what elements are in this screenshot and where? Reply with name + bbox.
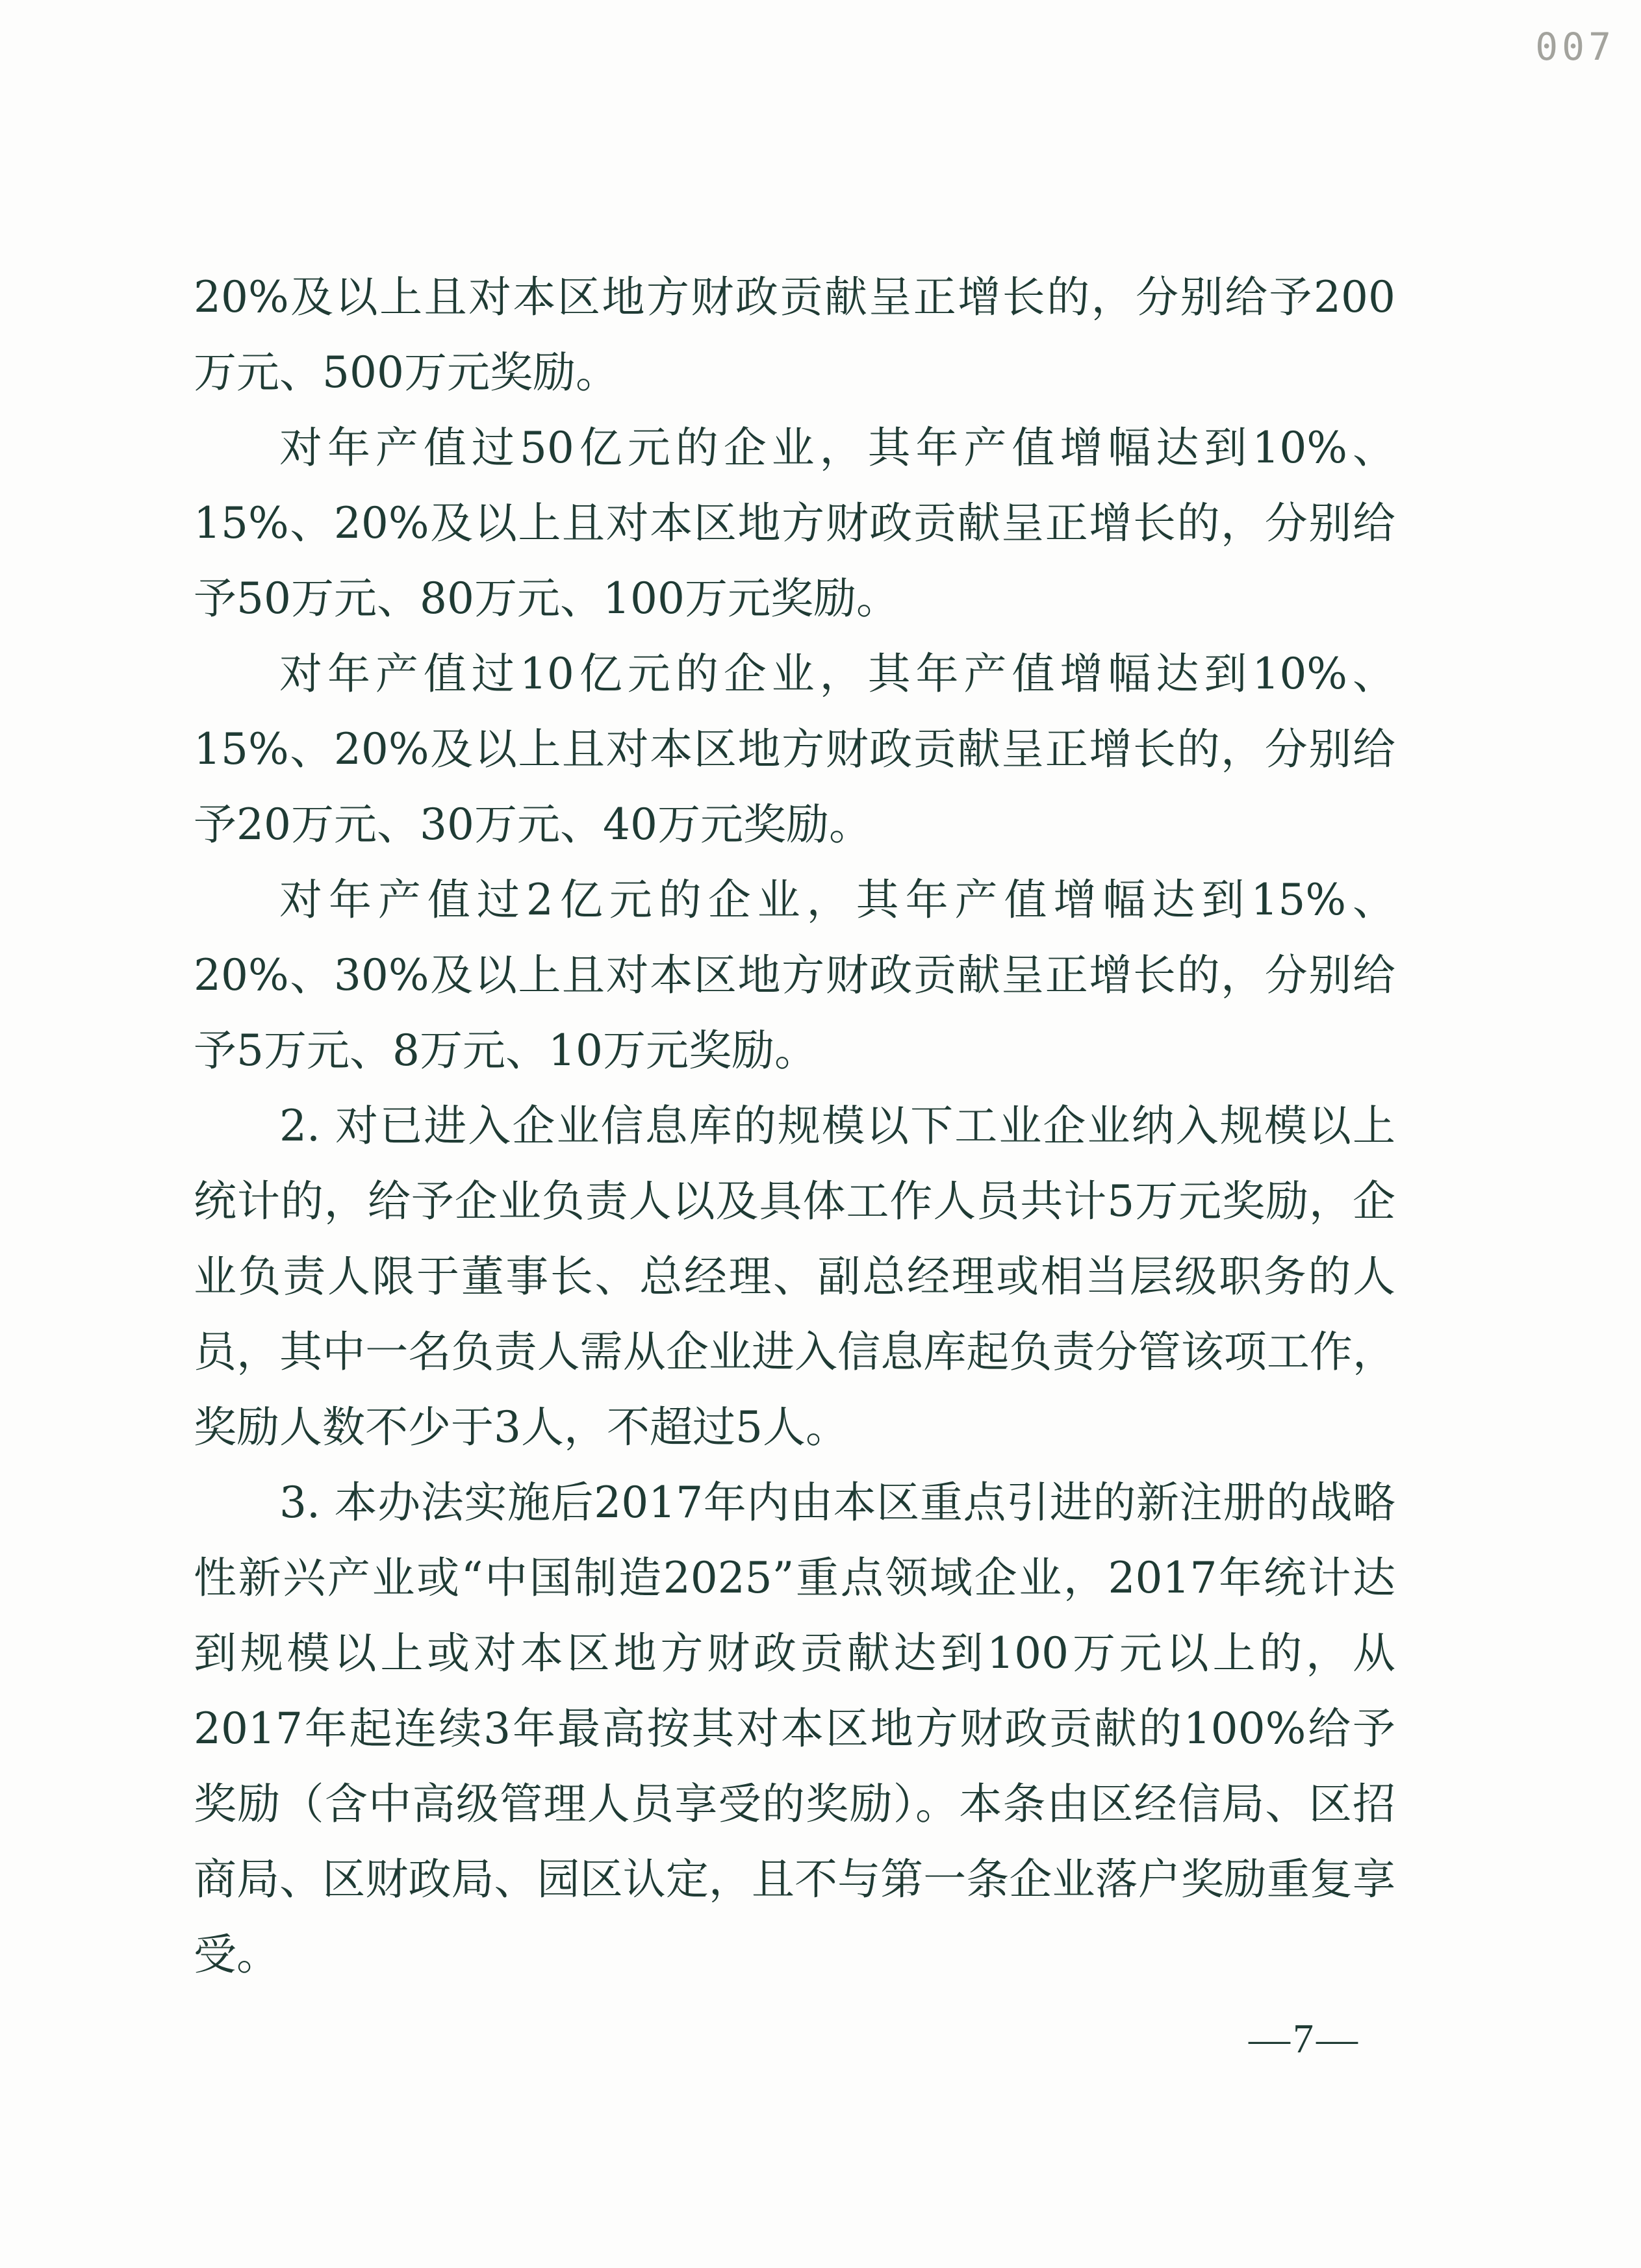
paragraph-4: 对年产值过2亿元的企业，其年产值增幅达到15%、20%、30%及以上且对本区地方财政贡献呈正增长的，分别给予5万元、8万元、10万元奖励。 [194,875,1395,1076]
paragraph-3: 对年产值过10亿元的企业，其年产值增幅达到10%、15%、20%及以上且对本区地方财政贡献呈正增长的，分别给予20万元、30万元、40万元奖励。 [194,649,1395,850]
paragraph-6: 3. 本办法实施后2017年内由本区重点引进的新注册的战略性新兴产业或“中国制造2025”重点领域企业，2017年统计达到规模以上或对本区地方财政贡献达到100万元以上的，从2017年起连续3年最高按其对本区地方财政贡献的100%给予奖励（含中高级管理人员享受的奖励）。本条由区经信局、区招商局、区财政局、园区认定，且不与第一条企业落户奖励重复享受。 [194,1478,1395,1980]
page-number: —7— [1249,2015,1360,2061]
page-stamp: 007 [1535,25,1615,69]
paragraph-5: 2. 对已进入企业信息库的规模以下工业企业纳入规模以上统计的，给予企业负责人以及具体工作人员共计5万元奖励，企业负责人限于董事长、总经理、副总经理或相当层级职务的人员，其中一名负责人需从企业进入信息库起负责分管该项工作，奖励人数不少于3人，不超过5人。 [194,1101,1395,1452]
paragraph-2: 对年产值过50亿元的企业，其年产值增幅达到10%、15%、20%及以上且对本区地方财政贡献呈正增长的，分别给予50万元、80万元、100万元奖励。 [194,423,1395,624]
paragraph-1: 20%及以上且对本区地方财政贡献呈正增长的，分别给予200万元、500万元奖励。 [194,272,1395,397]
body-text [194,260,1395,1993]
